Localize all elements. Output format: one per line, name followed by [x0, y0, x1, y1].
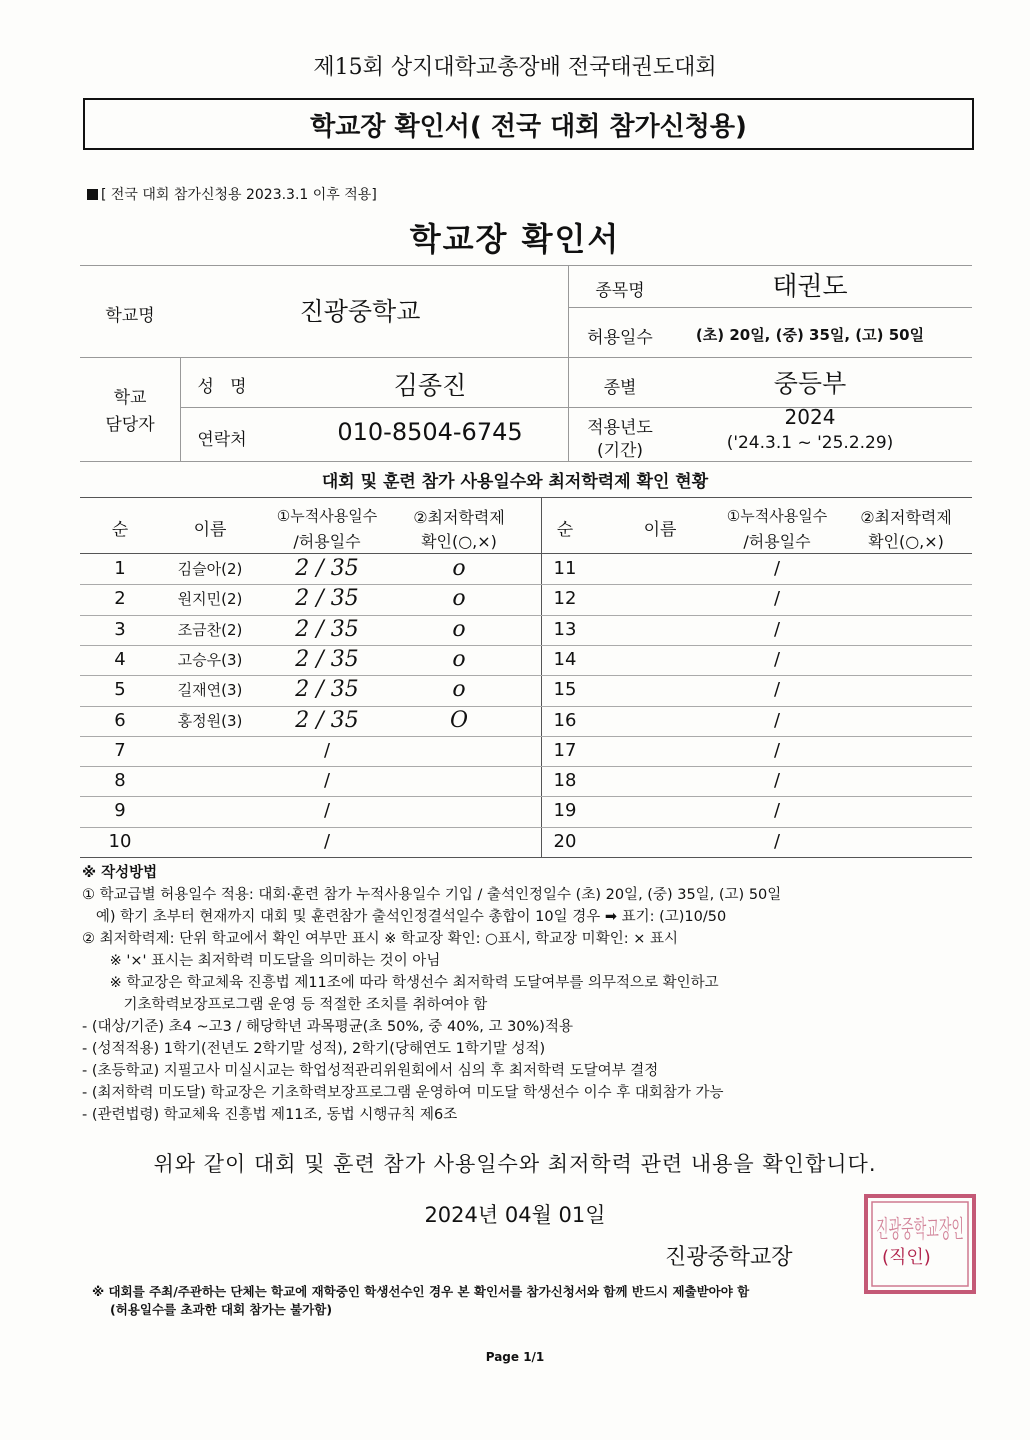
- min-academic-check: [394, 796, 524, 826]
- min-academic-check: [842, 645, 970, 675]
- header-min-left-2: 확인(○,×): [421, 532, 497, 551]
- year-label-1: 적용년도: [587, 418, 653, 438]
- min-academic-check: o: [452, 677, 466, 703]
- seal-glyphs: 진광중학교장인: [876, 1215, 964, 1243]
- name-value: 김종진: [393, 371, 467, 400]
- footer-line-1: ※ 대회를 주최/주관하는 단체는 학교에 재학중인 학생선수인 경우 본 확인서를 참가신청서와 함께 반드시 제출받아야 함: [92, 1284, 750, 1299]
- participant-name: [610, 766, 710, 796]
- participant-name: [160, 736, 260, 766]
- participant-name: 홍정원(3): [177, 711, 243, 730]
- participant-name: [610, 736, 710, 766]
- row-number: 2: [114, 588, 126, 610]
- min-academic-check: [842, 675, 970, 705]
- participant-name: [610, 584, 710, 614]
- days-used: 2 / 35: [295, 707, 359, 733]
- min-academic-check: o: [452, 556, 466, 581]
- header-days-right-2: /허용일수: [743, 532, 811, 551]
- min-academic-check: o: [452, 616, 466, 642]
- participant-name: [610, 645, 710, 675]
- min-academic-check: [842, 827, 970, 857]
- event-title: 제15회 상지대학교총장배 전국태권도대회: [313, 55, 717, 80]
- days-used: /: [773, 679, 781, 701]
- min-academic-check: [394, 766, 524, 796]
- days-used: /: [773, 618, 781, 640]
- min-academic-check: [394, 736, 524, 766]
- participant-name: [610, 827, 710, 857]
- contact-label-1: 학교: [113, 388, 147, 408]
- days-used: /: [323, 830, 331, 852]
- participant-name: [160, 796, 260, 826]
- row-number: 17: [553, 739, 577, 761]
- participant-name: 길재연(3): [177, 681, 243, 700]
- instruction-line: 기초학력보장프로그램 운영 등 적절한 조치를 취하여야 함: [82, 997, 488, 1013]
- row-number: 5: [114, 679, 126, 701]
- participant-name: 고승우(3): [177, 650, 243, 669]
- phone-value: 010-8504-6745: [337, 418, 523, 446]
- min-academic-check: [842, 796, 970, 826]
- row-number: 10: [108, 830, 132, 852]
- instruction-line: - (최저학력 미도달) 학교장은 기초학력보장프로그램 운영하여 미도달 학생선수 이수 후 대회참가 가능: [82, 1085, 724, 1101]
- min-academic-check: O: [449, 707, 469, 733]
- participant-name: [160, 766, 260, 796]
- row-number: 16: [553, 709, 577, 731]
- confirmation-statement: 위와 같이 대회 및 훈련 참가 사용일수와 최저학력 관련 내용을 확인합니다.: [153, 1152, 877, 1176]
- instructions: [82, 862, 962, 1126]
- days-used: /: [773, 739, 781, 761]
- min-academic-check: [842, 615, 970, 645]
- days-used: 2 / 35: [295, 646, 359, 672]
- apply-note-text: [ 전국 대회 참가신청용 2023.3.1 이후 적용]: [101, 187, 377, 203]
- page-number: Page 1/1: [485, 1350, 545, 1364]
- document-title: 학교장 확인서( 전국 대회 참가신청용): [310, 111, 747, 142]
- row-number: 18: [553, 770, 577, 792]
- min-academic-check: [842, 766, 970, 796]
- school-label: 학교명: [105, 306, 155, 326]
- seal-label: (직인): [882, 1247, 931, 1268]
- row-number: 6: [114, 709, 126, 731]
- days-used: /: [773, 709, 781, 731]
- instructions-heading: ※ 작성방법: [82, 865, 158, 881]
- row-number: 7: [114, 739, 126, 761]
- year-label-2: (기간): [596, 441, 644, 461]
- instruction-line: - (성적적용) 1학기(전년도 2학기말 성적), 2학기(당해연도 1학기말 성적): [82, 1041, 546, 1057]
- instruction-line: ※ 학교장은 학교체육 진흥법 제11조에 따라 학생선수 최저학력 도달여부를 의무적으로 확인하고: [82, 975, 719, 991]
- allowed-value: (초) 20일, (중) 35일, (고) 50일: [695, 326, 925, 344]
- category-value: 중등부: [773, 369, 847, 398]
- participant-name: [610, 615, 710, 645]
- min-academic-check: [842, 584, 970, 614]
- sport-label: 종목명: [595, 281, 645, 301]
- allowed-label: 허용일수: [587, 328, 653, 348]
- days-used: /: [773, 648, 781, 670]
- header-no-left: 순: [111, 520, 129, 540]
- days-used: /: [323, 770, 331, 792]
- min-academic-check: o: [452, 646, 466, 672]
- header-name-right: 이름: [643, 520, 677, 540]
- phone-label: 연락처: [197, 430, 247, 450]
- row-number: 13: [553, 618, 577, 640]
- footer-line-2: (허용일수를 초과한 대회 참가는 불가함): [110, 1302, 333, 1317]
- header-name-left: 이름: [193, 520, 227, 540]
- instruction-line: - (대상/기준) 초4 ~고3 / 해당학년 과목평균(초 50%, 중 40%, 고 30%)적용: [82, 1019, 573, 1035]
- participant-name: 김슬아(2): [177, 560, 243, 578]
- min-academic-check: [394, 827, 524, 857]
- header-min-right-1: ②최저학력제: [860, 508, 952, 527]
- sport-value: 태권도: [772, 272, 848, 302]
- header-min-right-2: 확인(○,×): [868, 532, 944, 551]
- principal-title: 진광중학교장: [665, 1245, 793, 1270]
- row-number: 12: [553, 588, 577, 610]
- participant-name: [610, 554, 710, 584]
- days-used: /: [773, 800, 781, 822]
- instruction-line: - (초등학교) 지필고사 미실시교는 학업성적관리위원회에서 심의 후 최저학력 도달여부 결정: [82, 1063, 659, 1079]
- days-used: /: [323, 800, 331, 822]
- days-used: /: [773, 830, 781, 852]
- min-academic-check: [842, 554, 970, 584]
- category-label: 종별: [603, 378, 637, 398]
- main-title: 학교장 확인서: [409, 220, 621, 258]
- participant-name: 원지민(2): [177, 590, 243, 609]
- year-value: 2024: [784, 405, 836, 429]
- days-used: 2 / 35: [295, 556, 359, 581]
- issue-date: 2024년 04월 01일: [424, 1203, 606, 1227]
- row-number: 15: [553, 679, 577, 701]
- days-used: /: [773, 770, 781, 792]
- days-used: 2 / 35: [295, 677, 359, 703]
- participant-name: [610, 706, 710, 736]
- participants-title: 대회 및 훈련 참가 사용일수와 최저학력제 확인 현황: [321, 472, 709, 492]
- days-used: 2 / 35: [295, 616, 359, 642]
- year-period: ('24.3.1 ~ '25.2.29): [726, 433, 894, 453]
- min-academic-check: [842, 706, 970, 736]
- row-number: 11: [553, 558, 577, 579]
- participant-name: [610, 675, 710, 705]
- name-label: 성 명: [197, 377, 247, 397]
- min-academic-check: [842, 736, 970, 766]
- participant-name: [160, 827, 260, 857]
- instruction-line: - (관련법령) 학교체육 진흥법 제11조, 동법 시행규칙 제6조: [82, 1107, 458, 1123]
- days-used: 2 / 35: [295, 586, 359, 612]
- instruction-line: ① 학교급별 허용일수 적용: 대회·훈련 참가 누적사용일수 기입 / 출석인정일수 (초) 20일, (중) 35일, (고) 50일: [82, 887, 782, 903]
- square-bullet-icon: [87, 189, 98, 200]
- footer-note: [92, 1283, 749, 1319]
- header-days-right-1: ①누적사용일수: [726, 507, 828, 525]
- school-value: 진광중학교: [299, 297, 421, 326]
- contact-label-2: 담당자: [105, 415, 155, 435]
- participant-name: 조금찬(2): [177, 620, 243, 639]
- min-academic-check: o: [452, 586, 466, 612]
- days-used: /: [323, 739, 331, 761]
- row-number: 9: [114, 800, 126, 822]
- row-number: 19: [553, 800, 577, 822]
- days-used: /: [773, 558, 781, 579]
- row-number: 8: [114, 770, 126, 792]
- header-days-left-1: ①누적사용일수: [276, 507, 378, 525]
- instruction-line: ② 최저학력제: 단위 학교에서 확인 여부만 표시 ※ 학교장 확인: ○표시, 학교장 미확인: × 표시: [82, 931, 678, 947]
- days-used: /: [773, 588, 781, 610]
- row-number: 14: [553, 648, 577, 670]
- row-number: 4: [114, 648, 126, 670]
- header-min-left-1: ②최저학력제: [413, 508, 505, 527]
- apply-note: [87, 184, 377, 204]
- header-days-left-2: /허용일수: [293, 532, 361, 551]
- row-number: 1: [114, 558, 126, 579]
- row-number: 3: [114, 618, 126, 640]
- participant-name: [610, 796, 710, 826]
- instruction-line: ※ '×' 표시는 최저학력 미도달을 의미하는 것이 아님: [82, 953, 441, 969]
- document-title-box: [83, 98, 974, 150]
- row-number: 20: [553, 830, 577, 852]
- instruction-line: 예) 학기 초부터 현재까지 대회 및 훈련참가 출석인정결석일수 총합이 10일 경우 ➡ 표기: (고)10/50: [82, 909, 727, 925]
- header-no-right: 순: [556, 520, 574, 540]
